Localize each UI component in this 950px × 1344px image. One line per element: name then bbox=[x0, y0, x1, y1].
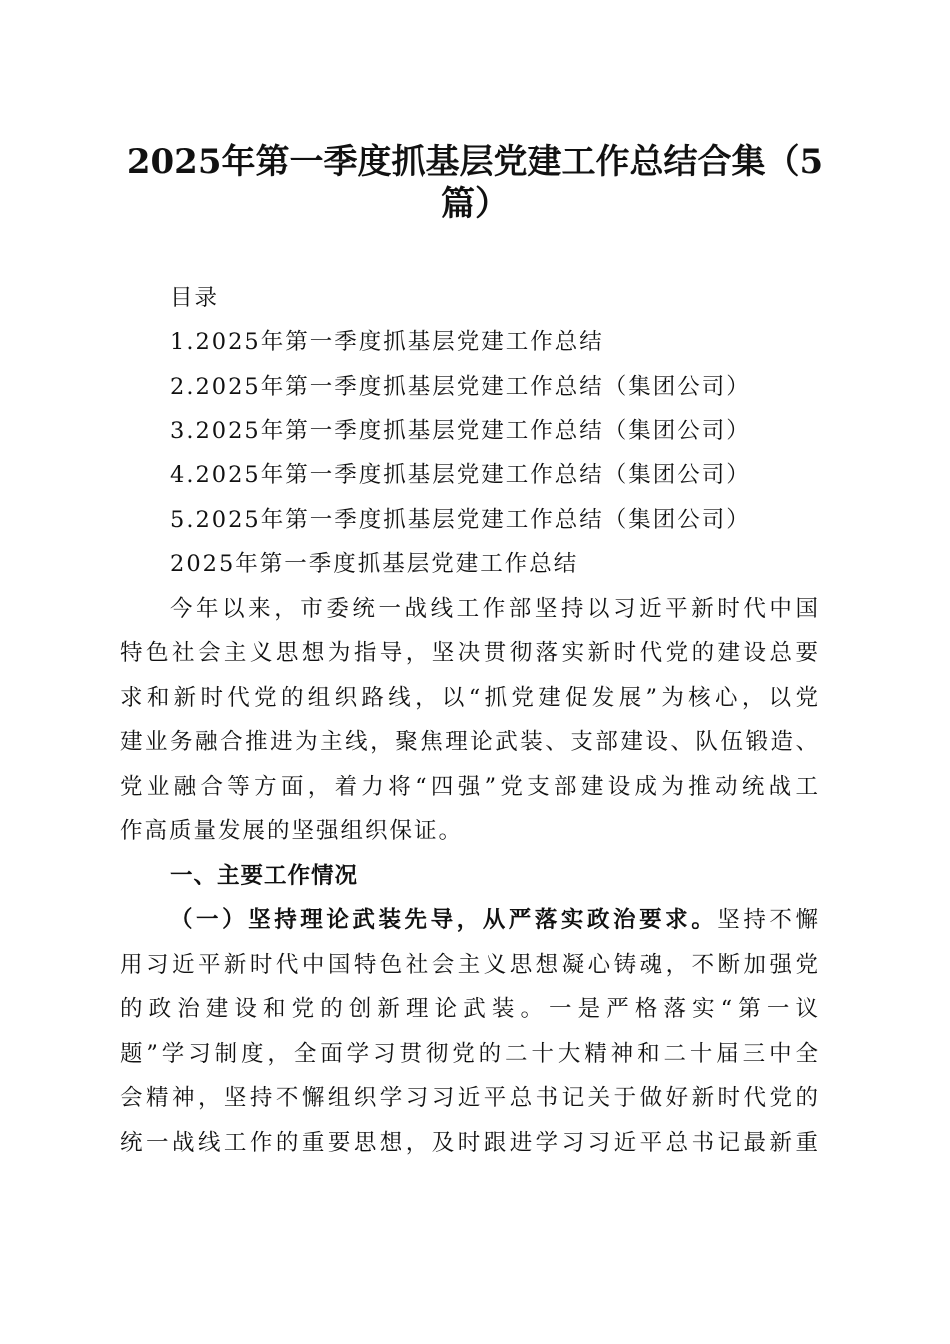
subsection-1-heading: （一）坚持理论武装先导，从严落实政治要求。 bbox=[170, 907, 718, 933]
subsection-1-line-2: 用习近平新时代中国特色社会主义思想凝心铸魂，不断加强党 bbox=[120, 952, 820, 978]
subsection-1-line-3: 的政治建设和党的创新理论武装。一是严格落实“第一议 bbox=[120, 996, 820, 1022]
subsection-1-line-5: 会精神，坚持不懈组织学习习近平总书记关于做好新时代党的 bbox=[120, 1085, 820, 1111]
toc-item-2: 2.2025年第一季度抓基层党建工作总结（集团公司） bbox=[170, 374, 751, 400]
toc-heading: 目录 bbox=[170, 285, 220, 311]
subsection-1-first-line bbox=[170, 905, 820, 935]
document-title-line-1: 2025年第一季度抓基层党建工作总结合集（5 bbox=[126, 142, 824, 182]
toc-item-5: 5.2025年第一季度抓基层党建工作总结（集团公司） bbox=[170, 507, 751, 533]
document-title-line-2: 篇） bbox=[441, 184, 509, 224]
toc-item-4: 4.2025年第一季度抓基层党建工作总结（集团公司） bbox=[170, 462, 751, 488]
intro-line-1: 今年以来，市委统一战线工作部坚持以习近平新时代中国 bbox=[170, 596, 820, 622]
toc-item-1: 1.2025年第一季度抓基层党建工作总结 bbox=[170, 329, 604, 355]
intro-line-4: 建业务融合推进为主线，聚焦理论武装、支部建设、队伍锻造、 bbox=[120, 729, 820, 755]
intro-line-6: 作高质量发展的坚强组织保证。 bbox=[120, 818, 464, 844]
subsection-1-line-6: 统一战线工作的重要思想，及时跟进学习习近平总书记最新重 bbox=[120, 1130, 820, 1156]
intro-line-5: 党业融合等方面，着力将“四强”党支部建设成为推动统战工 bbox=[120, 774, 820, 800]
toc-item-3: 3.2025年第一季度抓基层党建工作总结（集团公司） bbox=[170, 418, 751, 444]
section-1-heading: 一、主要工作情况 bbox=[170, 863, 359, 889]
article-title: 2025年第一季度抓基层党建工作总结 bbox=[170, 551, 579, 577]
intro-line-2: 特色社会主义思想为指导，坚决贯彻落实新时代党的建设总要 bbox=[120, 640, 820, 666]
subsection-1-line-4: 题”学习制度，全面学习贯彻党的二十大精神和二十届三中全 bbox=[120, 1041, 820, 1067]
subsection-1-lead: 坚持不懈 bbox=[717, 907, 820, 933]
intro-line-3: 求和新时代党的组织路线，以“抓党建促发展”为核心，以党 bbox=[120, 685, 820, 711]
